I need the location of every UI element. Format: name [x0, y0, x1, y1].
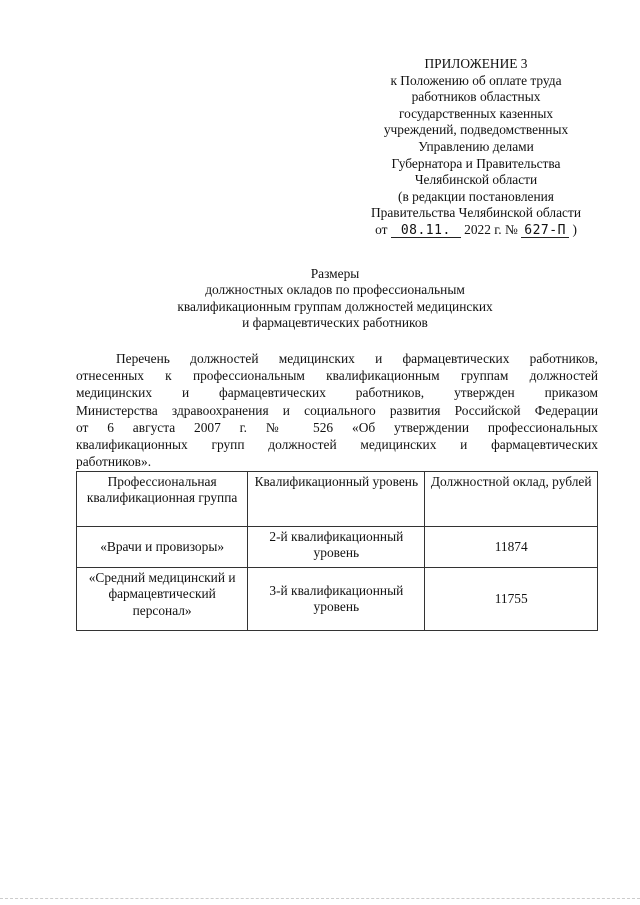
appendix-line: ПРИЛОЖЕНИЕ 3: [424, 56, 528, 71]
appendix-line: Губернатора и Правительства: [391, 155, 561, 171]
title-line: Размеры: [310, 266, 360, 281]
header-salary: Должностной оклад, рублей: [425, 472, 598, 527]
header-qualification-group: Профессиональная квалификационная группа: [77, 472, 248, 527]
date-field: [391, 223, 461, 238]
appendix-line: учреждений, подведомственных: [383, 122, 569, 138]
table-row: [77, 568, 598, 631]
appendix-line: государственных казенных: [398, 105, 554, 121]
intro-line: отнесенных к профессиональным квалификационным группам должностей: [76, 368, 598, 384]
header-qualification-level: Квалификационный уровень: [248, 472, 425, 527]
number-field: [521, 223, 569, 238]
title-line: должностных окладов по профессиональным: [205, 282, 465, 298]
year-text: 2022 г. №: [464, 221, 518, 237]
appendix-header: [340, 56, 612, 239]
date-value: 08.11.: [400, 222, 451, 238]
resolution-date-line: [340, 222, 612, 239]
document-title: [140, 266, 530, 332]
intro-line: Перечень должностей медицинских и фармацевтических работников,: [116, 351, 598, 366]
resolution-number: 627-П: [524, 222, 566, 238]
appendix-line: Управлению делами: [418, 138, 534, 154]
salary-table: [76, 471, 598, 631]
close-paren: ): [572, 221, 577, 237]
cell-salary: 11874: [425, 527, 598, 568]
appendix-line: Правительства Челябинской области: [371, 205, 581, 221]
page-edge-rule: [0, 898, 640, 899]
title-line: и фармацевтических работников: [242, 315, 428, 331]
intro-line: Министерства здравоохранения и социального развития Российской Федерации: [76, 402, 598, 418]
appendix-line: к Положению об оплате труда: [390, 72, 562, 88]
table-row: [77, 527, 598, 568]
appendix-line: Челябинской области: [414, 172, 538, 188]
intro-line: квалификационных групп должностей медицинских и фармацевтических: [76, 437, 598, 453]
appendix-line: работников областных: [411, 89, 541, 105]
intro-line: от 6 августа 2007 г. № 526 «Об утверждении профессиональных: [76, 419, 598, 435]
date-prefix: от: [375, 221, 388, 237]
intro-line: медицинских и фармацевтических работников, утвержден приказом: [76, 385, 598, 401]
cell-level: 2-й квалификационный уровень: [248, 527, 425, 568]
cell-group: «Врачи и провизоры»: [77, 527, 248, 568]
intro-line: работников».: [76, 454, 152, 470]
table-header-row: [77, 472, 598, 527]
intro-paragraph: [76, 350, 598, 470]
cell-salary: 11755: [425, 568, 598, 631]
appendix-line: (в редакции постановления: [398, 188, 554, 204]
title-line: квалификационным группам должностей медицинских: [177, 298, 493, 314]
cell-group: «Средний медицинский и фармацевтический персонал»: [77, 568, 248, 631]
cell-level: 3-й квалификационный уровень: [248, 568, 425, 631]
